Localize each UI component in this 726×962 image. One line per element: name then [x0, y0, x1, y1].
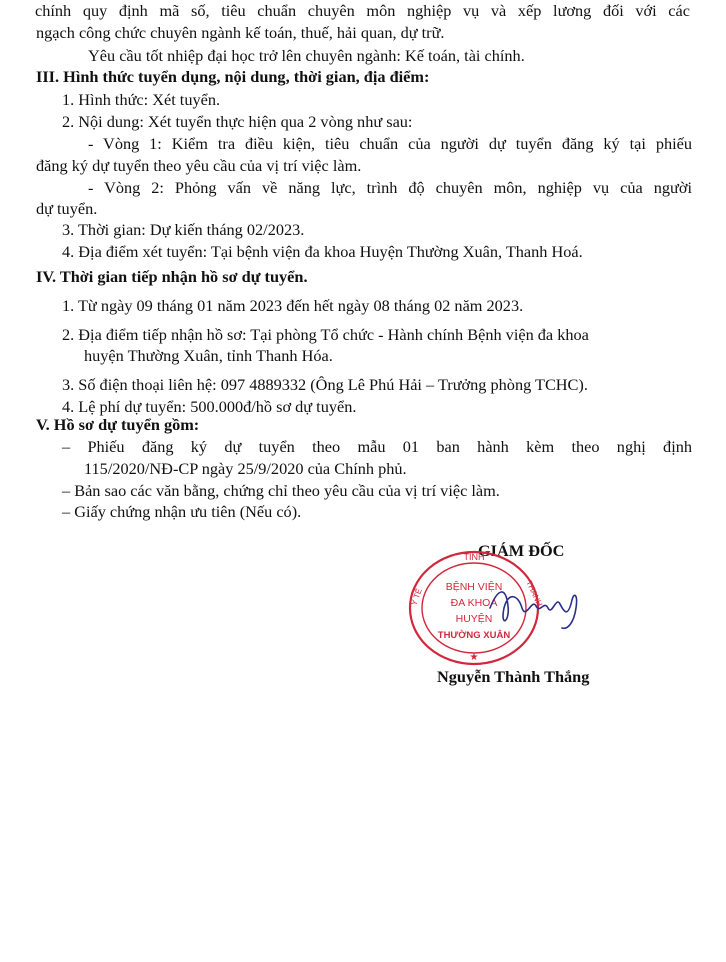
section-5-item-3: – Giấy chứng nhận ưu tiên (Nếu có). [62, 502, 302, 521]
seal-top-text: TỈNH [463, 552, 485, 562]
handwritten-signature [488, 578, 588, 634]
section-4-item-2-line-2: huyện Thường Xuân, tỉnh Thanh Hóa. [84, 346, 333, 365]
section-4-item-1: 1. Từ ngày 09 tháng 01 năm 2023 đến hết ngày 08 tháng 02 năm 2023. [62, 296, 524, 315]
round-2-line-1: - Vòng 2: Phỏng vấn về năng lực, trình độ chuyên môn, nghiệp vụ của người [88, 178, 692, 197]
seal-line-2: ĐA KHOA [450, 597, 498, 609]
section-3-heading: III. Hình thức tuyển dụng, nội dung, thời gian, địa điểm: [36, 67, 430, 86]
seal-line-1: BỆNH VIỆN [445, 581, 503, 593]
round-2-line-2: dự tuyển. [36, 199, 98, 218]
seal-star-icon: ★ [469, 652, 479, 663]
section-5-item-2: – Bản sao các văn bằng, chứng chỉ theo yêu cầu của vị trí việc làm. [62, 481, 500, 500]
seal-line-4: THƯỜNG XUÂN [437, 630, 511, 641]
signatory-title: GIÁM ĐỐC [478, 541, 565, 560]
requirement-line: Yêu cầu tốt nhiệp đại học trở lên chuyên ngành: Kế toán, tài chính. [88, 46, 525, 65]
section-3-item-4: 4. Địa điểm xét tuyển: Tại bệnh viện đa khoa Huyện Thường Xuân, Thanh Hoá. [62, 242, 583, 261]
section-5-item-1-line-2: 115/2020/NĐ-CP ngày 25/9/2020 của Chính phủ. [84, 459, 407, 478]
section-3-item-3: 3. Thời gian: Dự kiến tháng 02/2023. [62, 220, 305, 239]
signatory-name: Nguyễn Thành Thắng [437, 667, 590, 686]
section-3-item-2: 2. Nội dung: Xét tuyển thực hiện qua 2 vòng như sau: [62, 112, 413, 131]
seal-ring-left: Y TẾ [409, 587, 424, 607]
section-5-heading: V. Hồ sơ dự tuyển gồm: [36, 415, 200, 434]
section-4-item-3: 3. Số điện thoại liên hệ: 097 4889332 (Ông Lê Phú Hải – Trưởng phòng TCHC). [62, 375, 588, 394]
seal-ring-right: THANH [524, 579, 544, 608]
section-3-item-1: 1. Hình thức: Xét tuyển. [62, 90, 221, 109]
intro-line-1: chính quy định mã số, tiêu chuẩn chuyên môn nghiệp vụ và xếp lương đối với các [35, 1, 690, 20]
section-5-item-1-line-1: – Phiếu đăng ký dự tuyển theo mẫu 01 ban hành kèm theo nghị định [62, 437, 692, 456]
round-1-line-2: đăng ký dự tuyển theo yêu cầu của vị trí việc làm. [36, 156, 362, 175]
section-4-heading: IV. Thời gian tiếp nhận hồ sơ dự tuyển. [36, 267, 308, 286]
intro-line-2: ngạch công chức chuyên ngành kế toán, thuế, hải quan, dự trữ. [36, 23, 445, 42]
seal-line-3: HUYỆN [455, 613, 493, 625]
section-4-item-2-line-1: 2. Địa điểm tiếp nhận hồ sơ: Tại phòng Tổ chức - Hành chính Bệnh viện đa khoa [62, 325, 589, 344]
round-1-line-1: - Vòng 1: Kiểm tra điều kiện, tiêu chuẩn của người dự tuyển đăng ký tại phiếu [88, 134, 692, 153]
section-4-item-4: 4. Lệ phí dự tuyển: 500.000đ/hồ sơ dự tuyển. [62, 397, 357, 416]
